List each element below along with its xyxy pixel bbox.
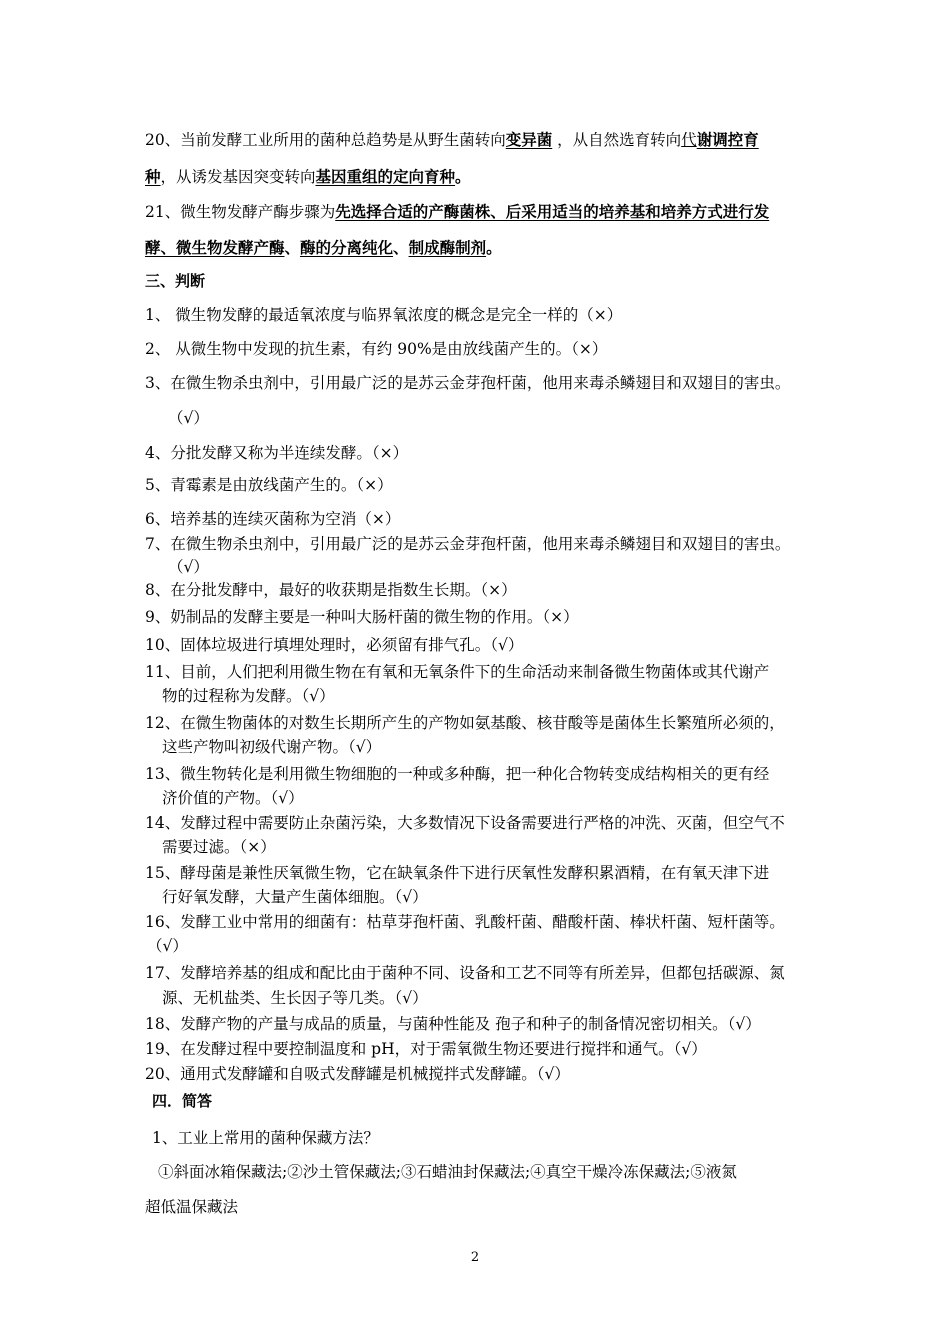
fill-question-21-line1 — [145, 200, 769, 222]
q20-answer-recombination: 基因重组的定向育种 — [315, 167, 456, 186]
fill-question-20-line1 — [145, 128, 759, 150]
q21-answer: 酵、微生物发酵产酶 — [145, 238, 285, 257]
q21-text: 。 — [486, 238, 502, 257]
judge-item: 这些产物叫初级代谢产物。（√） — [162, 738, 382, 756]
judge-item: 6、培养基的连续灭菌称为空消（×） — [145, 510, 401, 528]
q20-answer-metabolic: 谢调控育 — [696, 130, 759, 149]
judge-item: 7、在微生物杀虫剂中，引用最广泛的是苏云金芽孢杆菌，他用来毒杀鳞翅目和双翅目的害虫。 — [145, 535, 791, 553]
q21-answer: 制成酶制剂 — [408, 238, 487, 257]
judge-item: （√） — [147, 937, 188, 955]
judge-item: 3、在微生物杀虫剂中，引用最广泛的是苏云金芽孢杆菌，他用来毒杀鳞翅目和双翅目的害虫。 — [145, 374, 791, 392]
q20-text: ，从诱发基因突变转向 — [160, 168, 316, 186]
judge-item: 20、通用式发酵罐和自吸式发酵罐是机械搅拌式发酵罐。（√） — [145, 1065, 570, 1083]
judge-item: 8、在分批发酵中，最好的收获期是指数生长期。（×） — [145, 581, 517, 599]
short-answer-1-line2: 超低温保藏法 — [145, 1198, 239, 1216]
judge-item: 5、青霉素是由放线菌产生的。（×） — [145, 476, 393, 494]
fill-question-20-line2 — [145, 165, 471, 187]
judge-item: 2、 从微生物中发现的抗生素，有约 90%是由放线菌产生的。（×） — [145, 340, 608, 358]
judge-item: （√） — [168, 409, 209, 427]
q20-text: 20、当前发酵工业所用的菌种总趋势是从野生菌转向 — [145, 131, 506, 149]
judge-item: 行好氧发酵，大量产生菌体细胞。（√） — [162, 888, 428, 906]
judge-item: 需要过滤。（×） — [162, 838, 276, 856]
short-question-1: 1、工业上常用的菌种保藏方法？ — [152, 1129, 379, 1147]
judge-item: 19、在发酵过程中要控制温度和 pH，对于需氧微生物还要进行搅拌和通气。（√） — [145, 1040, 707, 1058]
judge-item: 15、酵母菌是兼性厌氧微生物，它在缺氧条件下进行厌氧性发酵积累酒精，在有氧天津下进 — [145, 864, 770, 882]
judge-item: 济价值的产物。（√） — [162, 789, 304, 807]
judge-item: 12、在微生物菌体的对数生长期所产生的产物如氨基酸、核苷酸等是菌体生长繁殖所必须的， — [145, 714, 785, 732]
q21-text: 21、微生物发酵产酶步骤为 — [145, 203, 336, 221]
fill-question-21-line2 — [145, 236, 502, 258]
q20-answer-metabolic-end: 种 — [145, 167, 161, 186]
judge-item: 1、 微生物发酵的最适氧浓度与临界氧浓度的概念是完全一样的（×） — [145, 306, 623, 324]
judge-item: 源、无机盐类、生长因子等几类。（√） — [162, 989, 428, 1007]
judge-item: 9、奶制品的发酵主要是一种叫大肠杆菌的微生物的作用。（×） — [145, 608, 579, 626]
q21-answer: 先选择合适的产酶菌株、后采用适当的培养基和培养方式进行发 — [335, 202, 770, 221]
q21-answer: 酶的分离纯化 — [300, 238, 394, 257]
judge-item: 17、发酵培养基的组成和配比由于菌种不同、设备和工艺不同等有所差异，但都包括碳源、氮 — [145, 964, 785, 982]
section-heading-short-answer: 四．简答 — [152, 1092, 213, 1110]
q20-text: 。 — [455, 167, 471, 186]
judge-item: 4、分批发酵又称为半连续发酵。（×） — [145, 444, 409, 462]
judge-item: 14、发酵过程中需要防止杂菌污染，大多数情况下设备需要进行严格的冲洗、灭菌，但空气不 — [145, 814, 785, 832]
q20-text: ，从自然选育转向 — [552, 131, 682, 149]
judge-item: （√） — [168, 558, 209, 576]
q20-text: 代 — [681, 131, 697, 149]
q21-text: 、 — [393, 238, 409, 257]
q21-text: 、 — [284, 238, 301, 257]
section-heading-judge: 三、判断 — [145, 272, 206, 290]
judge-item: 16、发酵工业中常用的细菌有：枯草芽孢杆菌、乳酸杆菌、醋酸杆菌、棒状杆菌、短杆菌等。 — [145, 913, 785, 931]
judge-item: 18、发酵产物的产量与成品的质量，与菌种性能及 孢子和种子的制备情况密切相关。（√） — [145, 1015, 761, 1033]
q20-answer-variant: 变异菌 — [505, 130, 553, 149]
page-number: 2 — [470, 1250, 480, 1265]
judge-item: 13、微生物转化是利用微生物细胞的一种或多种酶，把一种化合物转变成结构相关的更有经 — [145, 765, 770, 783]
judge-item: 物的过程称为发酵。（√） — [162, 687, 335, 705]
judge-item: 10、固体垃圾进行填埋处理时，必须留有排气孔。（√） — [145, 636, 524, 654]
short-answer-1-line1: ①斜面冰箱保藏法;②沙土管保藏法;③石蜡油封保藏法;④真空干燥冷冻保藏法;⑤液氮 — [158, 1163, 737, 1181]
judge-item: 11、目前，人们把利用微生物在有氧和无氧条件下的生命活动来制备微生物菌体或其代谢产 — [145, 663, 770, 681]
